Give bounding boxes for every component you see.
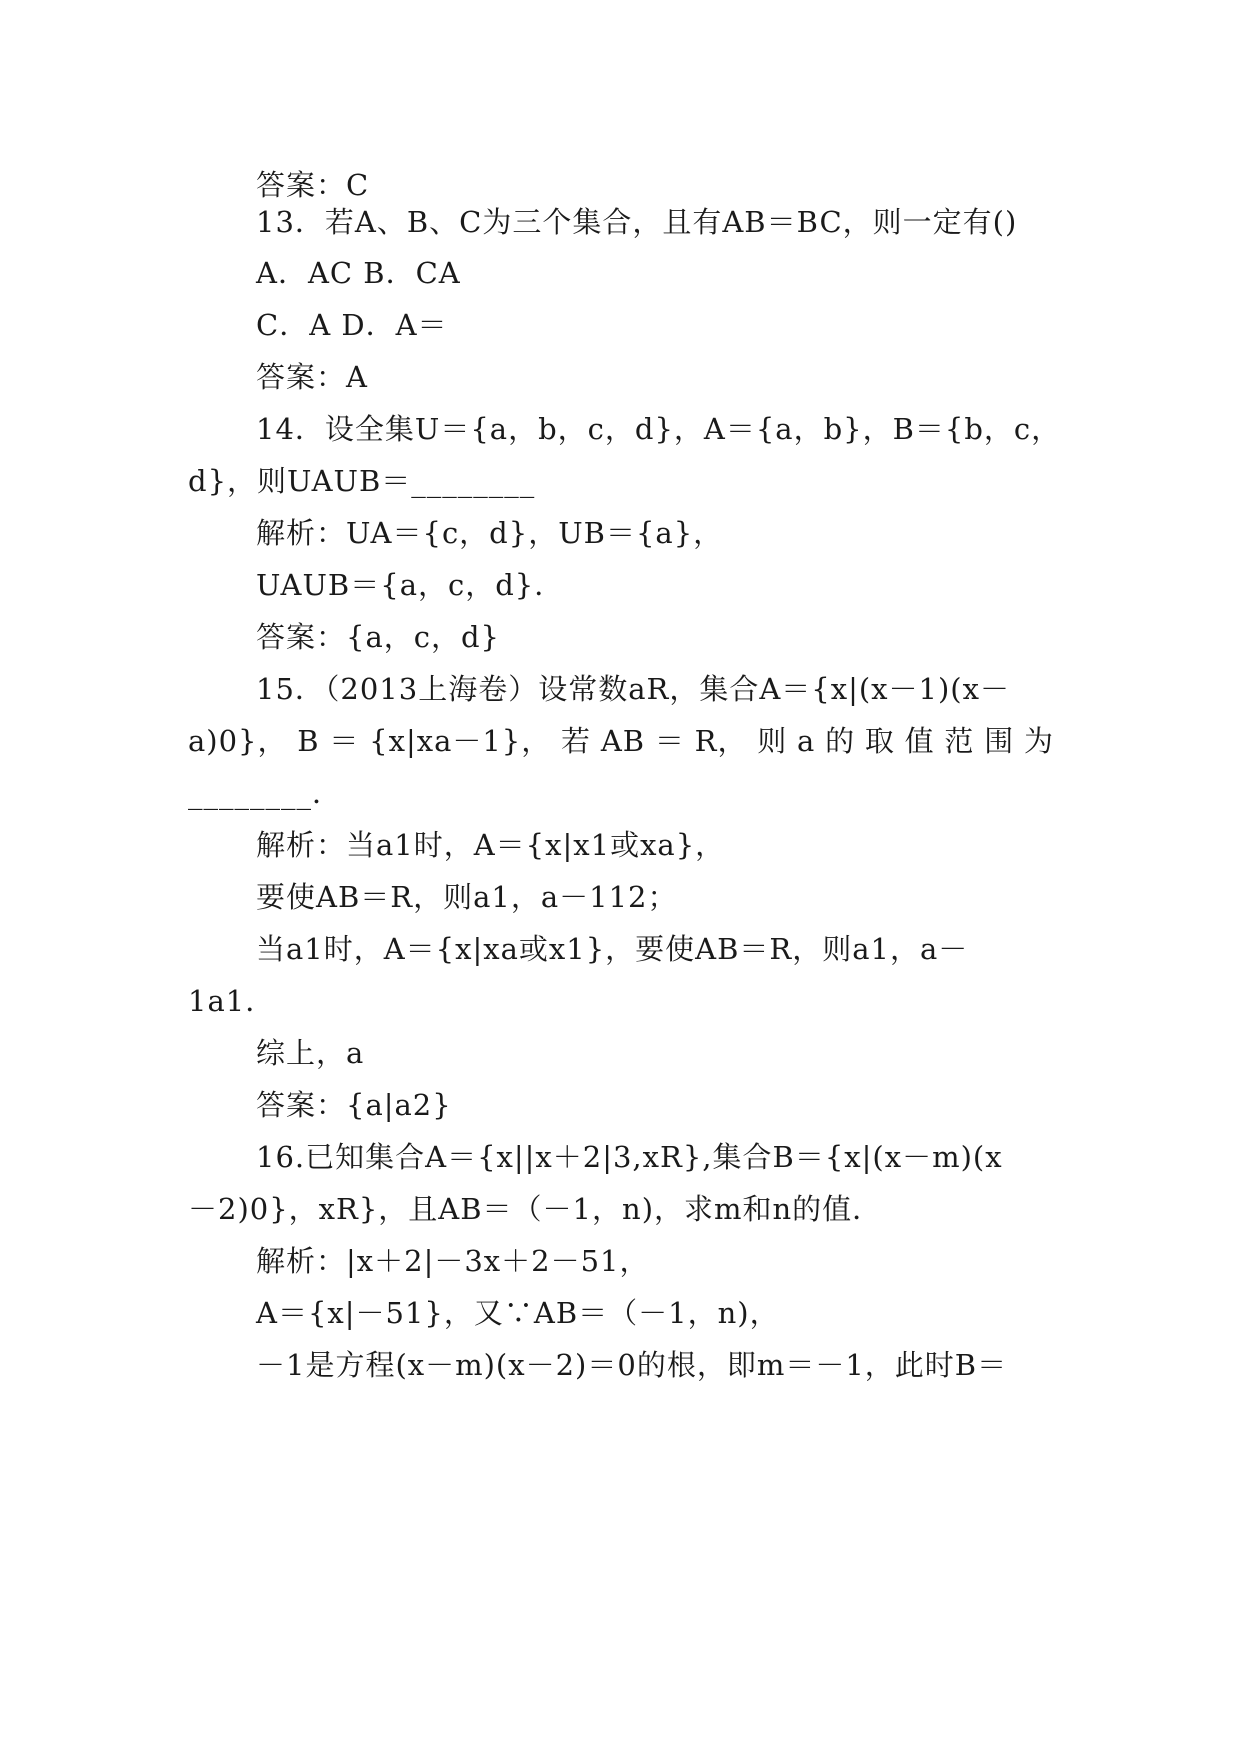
question-16-line-1: 16.已知集合A＝{x||x＋2|3,xR},集合B＝{x|(x－m)(x bbox=[256, 1140, 1003, 1174]
question-13-options-cd: C．A D．A＝ bbox=[256, 308, 448, 342]
solution-15-line-2: 要使AB＝R，则a1，a－112； bbox=[256, 880, 678, 914]
solution-14-line-1: 解析：UA＝{c，d}，UB＝{a}， bbox=[256, 516, 724, 550]
question-14-line-2: d}，则UAUB＝________ bbox=[188, 464, 536, 498]
question-16-line-2: －2)0}，xR}，且AB＝（－1，n)，求m和n的值． bbox=[188, 1192, 883, 1226]
q15-token: ＝ bbox=[329, 724, 360, 758]
solution-15-line-4: 1a1． bbox=[188, 984, 276, 1018]
answer-15: 答案：{a|a2} bbox=[256, 1088, 452, 1122]
q15-token: AB bbox=[600, 724, 646, 758]
q15-token: a bbox=[797, 724, 816, 758]
solution-16-line-1: 解析：|x＋2|－3x＋2－51， bbox=[256, 1244, 650, 1278]
q15-token: 则 bbox=[757, 724, 788, 758]
answer-14: 答案：{a，c，d} bbox=[256, 620, 500, 654]
answer-12: 答案：C bbox=[256, 168, 370, 202]
solution-16-line-2: A＝{x|－51}，又∵AB＝（－1，n)， bbox=[256, 1296, 780, 1330]
question-15-line-1: 15．（2013上海卷）设常数aR，集合A＝{x|(x－1)(x－ bbox=[256, 672, 1010, 706]
q15-token: R， bbox=[694, 724, 748, 758]
solution-15-line-3: 当a1时，A＝{x|xa或x1}，要使AB＝R，则a1，a－ bbox=[256, 932, 969, 966]
question-14-line-1: 14．设全集U＝{a，b，c，d}，A＝{a，b}，B＝{b，c， bbox=[256, 412, 1062, 446]
q15-token: 取 bbox=[864, 724, 895, 758]
q15-token: 的 bbox=[825, 724, 856, 758]
q15-token: 为 bbox=[1023, 724, 1054, 758]
q15-token: {x|xa－1}， bbox=[369, 724, 552, 758]
answer-13: 答案：A bbox=[256, 360, 368, 394]
solution-15-line-1: 解析：当a1时，A＝{x|x1或xa}， bbox=[256, 828, 726, 862]
question-13: 13．若A、B、C为三个集合，且有AB＝BC，则一定有() bbox=[256, 205, 1018, 239]
q15-token: a)0}， bbox=[188, 724, 288, 758]
q15-token: 围 bbox=[984, 724, 1015, 758]
solution-14-line-2: UAUB＝{a，c，d}． bbox=[256, 568, 565, 602]
question-15-line-2 bbox=[188, 721, 1054, 761]
solution-16-line-3: －1是方程(x－m)(x－2)＝0的根，即m＝－1，此时B＝ bbox=[256, 1348, 1008, 1382]
solution-15-line-5: 综上，a bbox=[256, 1036, 365, 1070]
q15-token: 若 bbox=[561, 724, 592, 758]
question-15-blank: ________． bbox=[188, 776, 343, 810]
q15-token: B bbox=[297, 724, 320, 758]
question-13-options-ab: A．AC B．CA bbox=[256, 256, 461, 290]
q15-token: 范 bbox=[944, 724, 975, 758]
q15-token: 值 bbox=[904, 724, 935, 758]
q15-token: ＝ bbox=[654, 724, 685, 758]
